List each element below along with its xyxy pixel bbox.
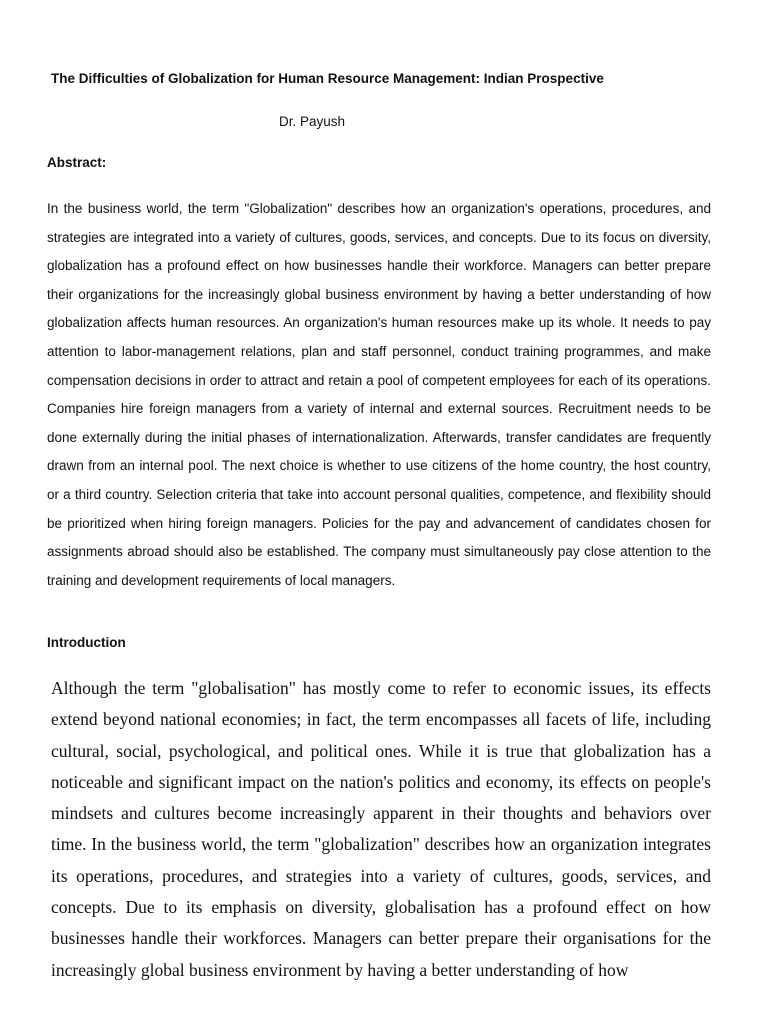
introduction-heading: Introduction (47, 635, 126, 650)
introduction-paragraph: Although the term "globalisation" has mostly come to refer to economic issues, its effects extend beyond national economies; in fact, the term encompasses all facets of life, including cultural, social, psychological, and political ones. While it is true that globalization has a noticeable and significant impact on the nation's politics and economy, its effects on people's mindsets and cultures become increasingly apparent in their thoughts and behaviors over time. In the business world, the term "globalization" describes how an organization integrates its operations, procedures, and strategies into a variety of cultures, goods, services, and concepts. Due to its emphasis on diversity, globalisation has a profound effect on how businesses handle their workforces. Managers can better prepare their organisations for the increasingly global business environment by having a better understanding of how (51, 678, 711, 980)
author-name: Dr. Payush (279, 114, 346, 129)
abstract-heading: Abstract: (47, 155, 107, 170)
paper-title: The Difficulties of Globalization for Human Resource Management: Indian Prospective (51, 71, 604, 86)
abstract-paragraph: In the business world, the term "Globalization" describes how an organization's operations, procedures, and strategies are integrated into a variety of cultures, goods, services, and concepts. Due to its focus on diversity, globalization has a profound effect on how businesses handle their workforce. Managers can better prepare their organizations for the increasingly global business environment by having a better understanding of how globalization affects human resources. An organization's human resources make up its whole. It needs to pay attention to labor-management relations, plan and staff personnel, conduct training programmes, and make compensation decisions in order to attract and retain a pool of competent employees for each of its operations. Companies hire foreign managers from a variety of internal and external sources. Recruitment needs to be done externally during the initial phases of internationalization. Afterwards, transfer candidates are frequently drawn from an internal pool. The next choice is whether to use citizens of the home country, the host country, or a third country. Selection criteria that take into account personal qualities, competence, and flexibility should be prioritized when hiring foreign managers. Policies for the pay and advancement of candidates chosen for assignments abroad should also be established. The company must simultaneously pay close attention to the training and development requirements of local managers. (47, 201, 711, 588)
